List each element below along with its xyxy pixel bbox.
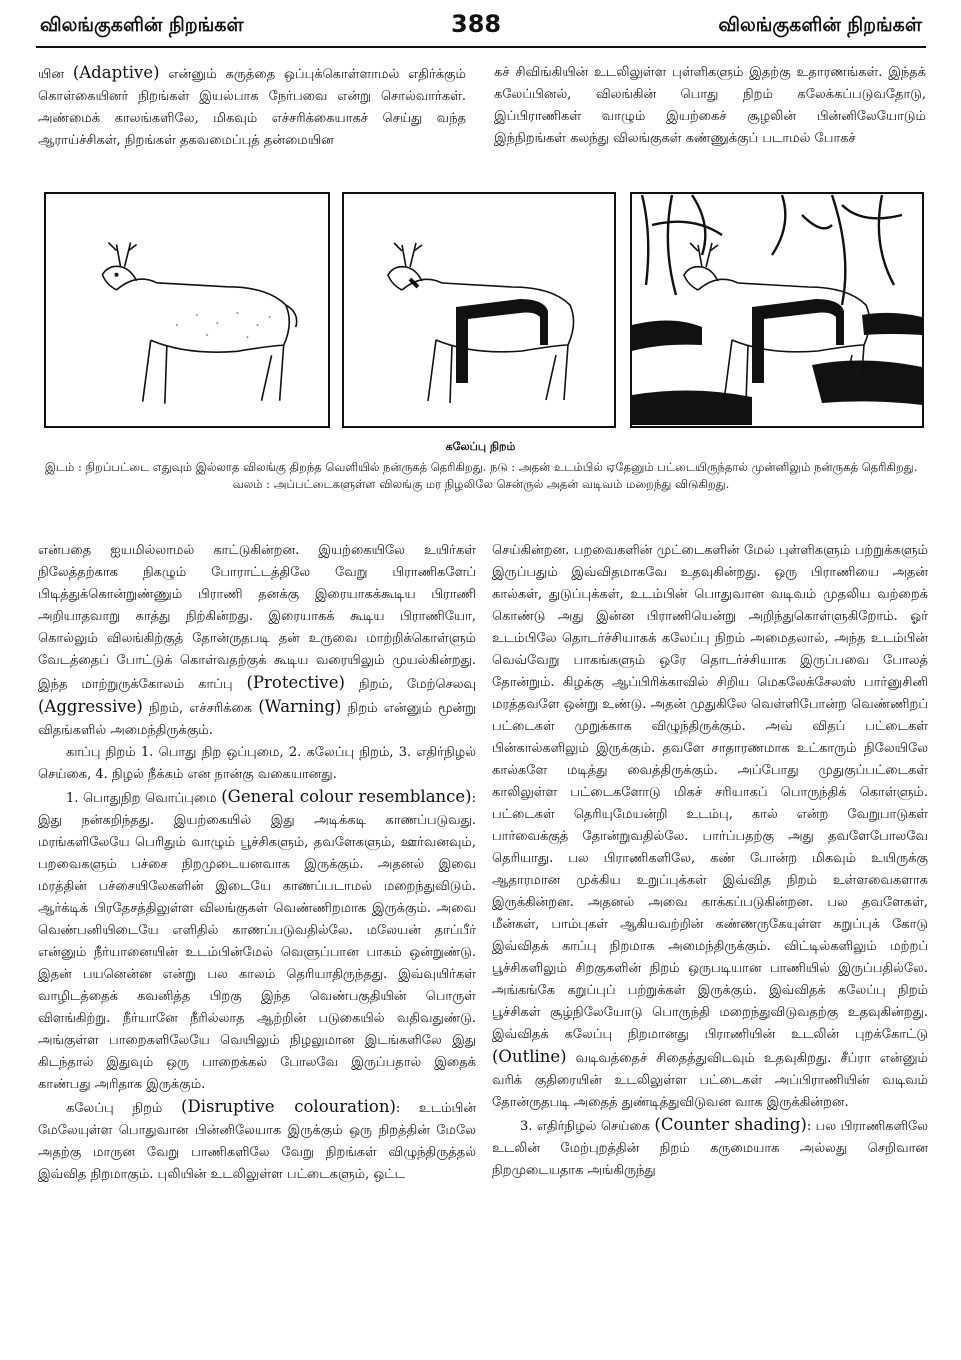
english-term: (Counter shading) (654, 1115, 807, 1134)
deer-illustration (344, 194, 614, 426)
english-term: (General colour resemblance) (221, 787, 472, 806)
text-run: நிறம் என்னும் மூன்று விதங்களில் அமைந்திருக்கும். (38, 701, 476, 738)
figure-title: கலேப்பு நிறம் (445, 440, 516, 453)
text-run: யின (38, 67, 73, 82)
header-title-right: விலங்குகளின் நிறங்கள் (718, 14, 922, 36)
text-run: செய்கின்றன. பறவைகளின் முட்டைகளின் மேல் புள்ளிகளும் பற்றுக்களும் இருப்பதும் இவ்விதமாகவே உதவுகின்றது. ஒரு பிராணியை அதன் கால்கள், துடுப்புக்கள், உடம்பின் பொதுவான வடிவம் முதலிய வற்றைக் கொண்டு அது இன்ன பிராணியென்று அறிந்துகொள்ளுகிறோம். ஓர் உடம்பிலே தொடர்ச்சியாகக் கலேப்பு நிறம் அமைதலால், அந்த உடம்பின் வெவ்வேறு பாகங்களும் ஒரே தொடர்ச்சியாக இருப்பவை போலத் தோன்றும். கிழக்கு ஆப்பிரிக்காவில் சிறிய மெகலேக்சேலஸ் பார்னுசினி மரத்தவளே ஒன்று உண்டு. அதன் முதுகிலே வெள்ளிபோன்ற வெண்ணிறப் பட்டைகள் முறுக்காக விழுந்திருக்கும். அவ் விதப் பட்டைகள் பின்கால்களிலும் இருக்கும். தவளே சாதாரணமாக உட்காரும் நிலேயிலே கால்களே மடித்து வைத்திருக்கும். அப்போது முதுகுப்பட்டைகள் காலிலுள்ள பட்டைகளோடு மிகச் சரியாகப் பொருந்திக் கொள்ளும். பட்டைகள் தெரியுமேயன்றி உடம்பு, கால் என்ற வேறுபாடுகள் பார்வைக்குத் தோன்றுவதில்லே. பார்ப்பதற்கு அது தவளேபோலவே தெரியாது. பல பிராணிகளிலே, கண் போன்ற மிகவும் உயிருக்கு ஆதாரமான முக்கிய உறுப்புக்கள் இவ்வித நிறம் உள்ளவைகளாக இருக்கின்றன. அதனல் அவை காக்கப்படுகின்றன. பல தவளேகள், மீன்கள், பாம்புகள் ஆகியவற்றின் கண்ணருகேயுள்ள கறுப்புக் கோடு இவ்விதக் காப்பு நிறமாக அமைந்திருக்கும். விட்டில்களிலும் மற்றப் பூச்சிகளிலும் சிறகுகளின் நிறம் ஒருபடியான பாணியில் இருப்பதில்லே. அங்கங்கே கறுப்புப் பற்றுக்கள் இருக்கும். இவ்விதக் கலேப்பு நிறம் பூச்சிகள் சூழ்நிலேயோடு பொருந்தி மறைந்துவிடுவதற்கு உதவுகின்றது. இவ்விதக் கலேப்பு நிறமானது பிராணியின் உடலின் புறக்கோட்டு (492, 543, 928, 1042)
paragraph: காப்பு நிறம் 1. பொது நிற ஒப்புமை, 2. கலேப்பு நிறம், 3. எதிர்நிழல் செய்கை, 4. நிழல் நீக்கம் என நான்கு வகையானது. (38, 745, 476, 782)
bottom-left-column (38, 540, 476, 1345)
paragraph (38, 62, 466, 152)
text-run: என்னும் கருத்தை ஒப்புக்கொள்ளாமல் எதிர்க்கும் கொள்கையினர் நிறங்கள் இயல்பாக நேர்பவை என்று சொல்வார்கள். அண்மைக் காலங்களிலே, மிகவும் எச்சரிக்கையாகச் செய்து வந்த ஆராய்ச்சிகள், நிறங்கள் தகவமைப்புத் தன்மையின (38, 67, 466, 148)
deer-illustration (46, 194, 328, 426)
english-term: (Adaptive) (72, 63, 160, 82)
text-run: எதிர்நிழல் செய்கை (536, 1119, 655, 1134)
figure-caption: இடம் : நிறப்பட்டை எதுவும் இல்லாத விலங்கு திறந்த வெளியில் நன்ருகத் தெரிகிறது. நடு : அதன் உடம்பில் ஏதேனும் பட்டையிருந்தால் முன்னிலும் நன்ருகத் தெரிகிறது. வலம் : அப்பட்டைகளுள்ள விலங்கு மர நிழலிலே சென்ருல் அதன் வடிவம் மறைந்து விடுகிறது. (44, 460, 918, 491)
english-term: (Disruptive colouration) (181, 1097, 396, 1116)
paragraph (38, 1096, 476, 1186)
paragraph (38, 540, 476, 742)
text-run: நிறம், மேற்செலவு (344, 677, 476, 692)
figure-striped-deer (342, 192, 616, 428)
header-title-left: விலங்குகளின் நிறங்கள் (40, 14, 244, 36)
section-number: 3. (520, 1119, 537, 1134)
top-left-column (38, 62, 466, 180)
paragraph (38, 786, 476, 1096)
text-run: கலேப்பு நிறம் (66, 1101, 182, 1116)
english-term: (Outline) (492, 1047, 567, 1066)
paragraph (492, 540, 928, 1114)
deer-in-forest-illustration (632, 194, 922, 426)
english-term: (Warning) (258, 697, 342, 716)
text-run: : பல பிராணிகளிலே உடலின் மேற்புறத்தின் நிறம் கருமையாக அல்லது செறிவான நிறமுடையதாக அங்கிருந்து (492, 1119, 928, 1178)
paragraph (492, 1114, 928, 1182)
text-run: : உடம்பின் மேலேயுள்ள பொதுவான பின்னிலேயாக இருக்கும் ஒரு நிறத்தின் மேலே அதற்கு மாருன வேறு பாணிகளிலே வேறு நிறங்கள் விழுந்திருத்தல் இவ்வித நிறமாகும். புலியின் உடலிலுள்ள பட்டைகளும், ஒட்ட (38, 1101, 476, 1182)
top-right-column (494, 62, 926, 180)
text-run: என்பதை ஐயமில்லாமல் காட்டுகின்றன. இயற்கையிலே உயிர்கள் நிலேத்தற்காக நிகழும் போராட்டத்திலே வேறு பிராணிகளேப் பிடித்துக்கொன்றுண்ணும் பிராணி தனக்கு இரையாகக்கூடிய பிராணி அறியாதவாறு காத்து நிற்கின்றது. இரையாகக் கூடிய பிராணியோ, கொல்லும் விலங்கிற்குத் தோன்ருதபடி தன் உருவை மாற்றிக்கொள்ளும் வேடத்தைப் போட்டுக் கொள்வதற்குக் கூடிய வரையிலும் முயல்கின்றது. இந்த மாற்றுருக்கோலம் காப்பு (38, 543, 476, 692)
text-run: பொதுநிற வொப்புமை (83, 791, 222, 806)
text-run: நிறம், எச்சரிக்கை (142, 701, 259, 716)
bottom-right-column (492, 540, 928, 1345)
figure-plain-deer (44, 192, 330, 428)
paragraph: கச் சிவிங்கியின் உடலிலுள்ள புள்ளிகளும் இதற்கு உதாரணங்கள். இந்தக் கலேப்பினல், விலங்கின் பொது நிறம் கலேக்கப்படுவதோடு, இப்பிராணிகள் வாழும் இயற்கைச் சூழலின் பின்னிலேயோடும் இந்நிறங்கள் கலந்து விலங்குகள் கண்ணுக்குப் படாமல் போகச் (494, 65, 926, 146)
text-run: வடிவத்தைச் சிதைத்துவிடவும் உதவுகிறது. சீப்ரா என்னும் வரிக் குதிரையின் உடலிலுள்ள பட்டைகள் அப்பிராணியின் வடிவம் தோன்ருதபடி அதைத் துண்டித்துவிடுவன வாக இருக்கின்றன. (492, 1051, 928, 1110)
page-number: 388 (451, 10, 502, 38)
text-run: : இது நன்கறிந்தது. இயற்கையில் இது அடிக்கடி காணப்படுவது. மரங்களிலேயே பெரிதும் வாழும் பூச்சிகளும், தவளேகளும், ஊர்வனவும், பறவைகளும் பச்சை நிறமுடையனவாக இருக்கும். அதனல் இவை மரத்தின் பச்சையிலேகளின் இடையே காணப்படாமல் மறைந்துவிடும். ஆர்க்டிக் பிரதேசத்திலுள்ள விலங்குகள் வெண்ணிறமாக இருக்கும். அவை வெண்பனியிடையே எளிதில் காணப்படுவதில்லே. மலேயன் தாப்பீர் என்னும் நீர்யானையின் உடம்பின்மேல் வெளுப்பான பாகம் ஒன்றுண்டு. இதன் பயனென்ன என்று பல காலம் தெரியாதிருந்தது. இவ்வுயிர்கள் வாழிடத்தைக் கவனித்த பிறகு இந்த வெண்பகுதியின் பொருள் விளங்கிற்று. நீர்யானே நீரில்லாத ஆற்றின் படுகையில் வதிவதுண்டு. அங்குள்ள பாறைகளிலேயே வெயிலும் நிழலுமான இடங்களிலே இது கிடந்தால் இதுவும் ஒரு பாறைக்கல் போலவே இருப்பதால் இதைக் காண்பது அரிதாக இருக்கும். (38, 791, 476, 1092)
english-term: (Protective) (246, 673, 345, 692)
figure-deer-in-shade (630, 192, 924, 428)
section-number: 1. (66, 791, 84, 806)
running-header (36, 10, 926, 48)
english-term: (Aggressive) (38, 697, 143, 716)
